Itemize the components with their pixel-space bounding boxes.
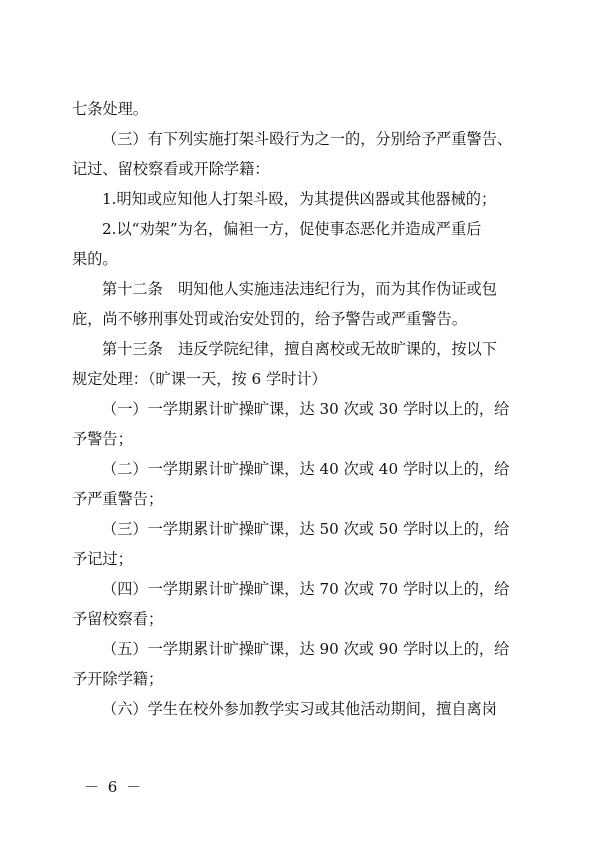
page-number: － 6 － bbox=[84, 778, 144, 796]
text-line: 第十三条 违反学院纪律，擅自离校或无故旷课的，按以下 bbox=[102, 340, 497, 358]
text-line: 第十二条 明知他人实施违法违纪行为，而为其作伪证或包 bbox=[102, 280, 497, 298]
text-line: 予留校察看； bbox=[72, 610, 164, 628]
text-line: 予记过； bbox=[72, 550, 133, 568]
text-line: （四）一学期累计旷操旷课，达 70 次或 70 学时以上的，给 bbox=[102, 580, 510, 598]
text-line: （二）一学期累计旷操旷课，达 40 次或 40 学时以上的，给 bbox=[102, 460, 510, 478]
text-line: 予严重警告； bbox=[72, 490, 164, 508]
text-line: 记过、留校察看或开除学籍： bbox=[72, 160, 270, 178]
body-text bbox=[72, 94, 524, 724]
text-line: 予警告； bbox=[72, 430, 133, 448]
text-line: （六）学生在校外参加教学实习或其他活动期间，擅自离岗 bbox=[102, 700, 497, 718]
text-line: 予开除学籍； bbox=[72, 670, 164, 688]
text-line: 1.明知或应知他人打架斗殴，为其提供凶器或其他器械的； bbox=[102, 190, 497, 208]
text-line: 2.以“劝架”为名，偏袒一方，促使事态恶化并造成严重后 bbox=[102, 220, 482, 238]
text-line: （三）有下列实施打架斗殴行为之一的，分别给予严重警告、 bbox=[102, 130, 513, 148]
text-line: （三）一学期累计旷操旷课，达 50 次或 50 学时以上的，给 bbox=[102, 520, 510, 538]
text-line: （五）一学期累计旷操旷课，达 90 次或 90 学时以上的，给 bbox=[102, 640, 510, 658]
text-line: 果的。 bbox=[72, 250, 118, 268]
text-line: 七条处理。 bbox=[72, 100, 148, 118]
text-line: 规定处理：（旷课一天，按 6 学时计） bbox=[72, 370, 327, 388]
text-line: 庇，尚不够刑事处罚或治安处罚的，给予警告或严重警告。 bbox=[72, 310, 467, 328]
text-line: （一）一学期累计旷操旷课，达 30 次或 30 学时以上的，给 bbox=[102, 400, 510, 418]
